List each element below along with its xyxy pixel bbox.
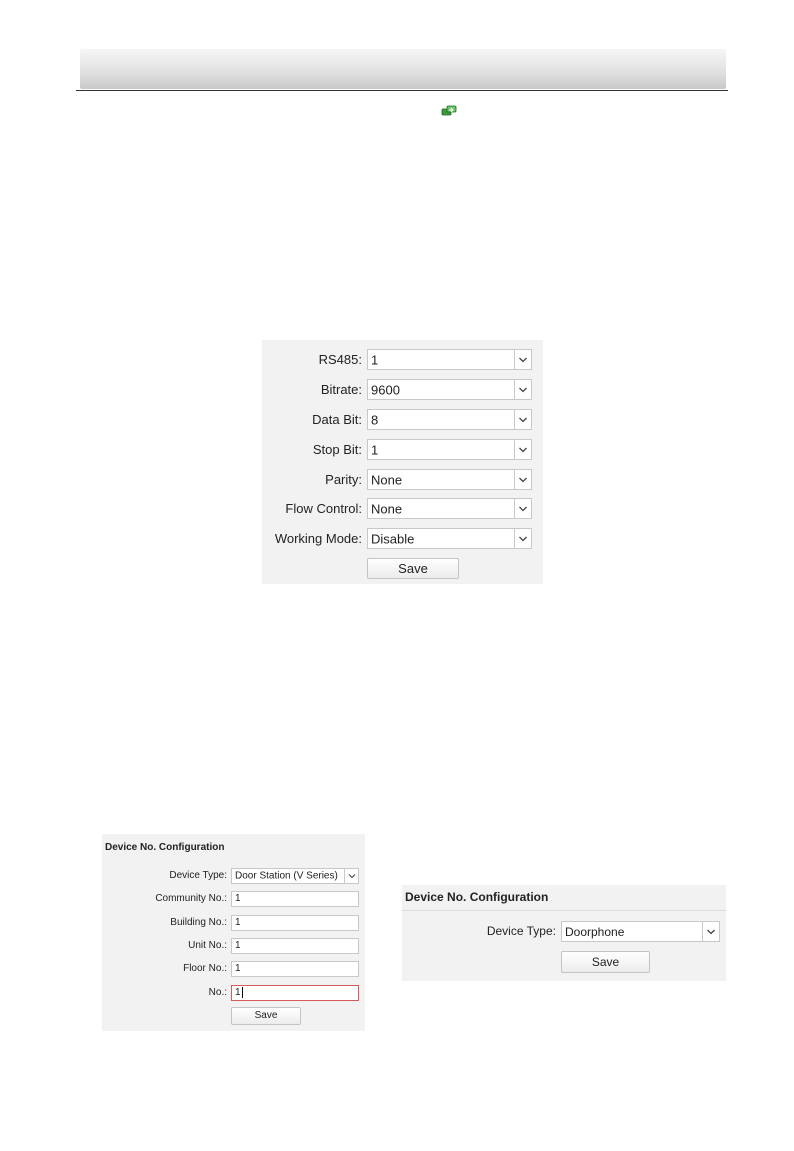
- device-type-row: [102, 868, 365, 884]
- data-bit-row: [262, 409, 543, 430]
- bitrate-row: [262, 379, 543, 400]
- device-no-save-button[interactable]: Save: [231, 1007, 301, 1025]
- building-no-label: Building No.:: [170, 917, 227, 928]
- device-type-select[interactable]: [561, 921, 720, 942]
- bitrate-label: Bitrate:: [320, 382, 362, 397]
- data-bit-label: Data Bit:: [312, 412, 362, 427]
- working-mode-value: Disable: [371, 531, 415, 546]
- rs485-row: [262, 349, 543, 370]
- flow-control-select[interactable]: [367, 498, 532, 519]
- device-type-value: Door Station (V Series): [235, 870, 338, 882]
- stop-bit-select[interactable]: [367, 439, 532, 460]
- device-type-value: Doorphone: [565, 924, 625, 939]
- rs485-select[interactable]: [367, 349, 532, 370]
- working-mode-label: Working Mode:: [274, 531, 362, 546]
- text-cursor: [242, 987, 243, 998]
- no-input[interactable]: [231, 985, 359, 1001]
- rs485-label: RS485:: [318, 352, 362, 367]
- data-bit-value: 8: [371, 412, 379, 427]
- chevron-down-icon[interactable]: [344, 869, 358, 883]
- chevron-down-icon[interactable]: [514, 470, 531, 489]
- rs485-save-button[interactable]: Save: [367, 558, 459, 579]
- device-type-row: [402, 921, 726, 942]
- flow-control-row: [262, 498, 543, 519]
- working-mode-row: [262, 528, 543, 549]
- device-green-icon: [441, 104, 457, 118]
- flow-control-label: Flow Control:: [285, 501, 362, 516]
- device-type-label: Device Type:: [169, 870, 227, 881]
- header-divider: [76, 90, 728, 91]
- parity-row: [262, 469, 543, 490]
- community-no-input[interactable]: 1: [231, 891, 359, 907]
- community-no-label: Community No.:: [155, 893, 227, 904]
- unit-no-row: [102, 938, 365, 954]
- floor-no-input[interactable]: 1: [231, 961, 359, 977]
- device-type-label: Device Type:: [486, 924, 556, 938]
- chevron-down-icon[interactable]: [514, 380, 531, 399]
- unit-no-label: Unit No.:: [188, 940, 227, 951]
- stop-bit-label: Stop Bit:: [312, 442, 362, 457]
- flow-control-value: None: [371, 501, 403, 516]
- building-no-row: [102, 915, 365, 931]
- rs485-value: 1: [371, 352, 379, 367]
- floor-no-row: [102, 961, 365, 977]
- chevron-down-icon[interactable]: [514, 410, 531, 429]
- community-no-row: [102, 891, 365, 907]
- device-no-config-panel-doorphone: [402, 885, 726, 981]
- building-no-input[interactable]: 1: [231, 915, 359, 931]
- panel-title: Device No. Configuration: [105, 842, 225, 853]
- no-label: No.:: [208, 987, 227, 998]
- page-header-bar: [80, 49, 726, 89]
- chevron-down-icon[interactable]: [514, 499, 531, 518]
- floor-no-label: Floor No.:: [183, 963, 227, 974]
- data-bit-select[interactable]: [367, 409, 532, 430]
- bitrate-value: 9600: [371, 382, 400, 397]
- unit-no-input[interactable]: 1: [231, 938, 359, 954]
- device-type-select[interactable]: [231, 868, 359, 884]
- rs485-settings-panel: [262, 340, 543, 584]
- chevron-down-icon[interactable]: [514, 529, 531, 548]
- stop-bit-row: [262, 439, 543, 460]
- chevron-down-icon[interactable]: [514, 440, 531, 459]
- parity-value: None: [371, 472, 403, 487]
- device-no-config-panel: [102, 834, 365, 1031]
- chevron-down-icon[interactable]: [702, 922, 719, 941]
- parity-select[interactable]: [367, 469, 532, 490]
- bitrate-select[interactable]: [367, 379, 532, 400]
- working-mode-select[interactable]: [367, 528, 532, 549]
- no-row: [102, 985, 365, 1001]
- panel-title: Device No. Configuration: [405, 890, 549, 904]
- panel-divider: [402, 910, 726, 911]
- parity-label: Parity:: [325, 472, 362, 487]
- chevron-down-icon[interactable]: [514, 350, 531, 369]
- doorphone-save-button[interactable]: Save: [561, 951, 650, 973]
- no-value: 1: [235, 987, 241, 998]
- stop-bit-value: 1: [371, 442, 379, 457]
